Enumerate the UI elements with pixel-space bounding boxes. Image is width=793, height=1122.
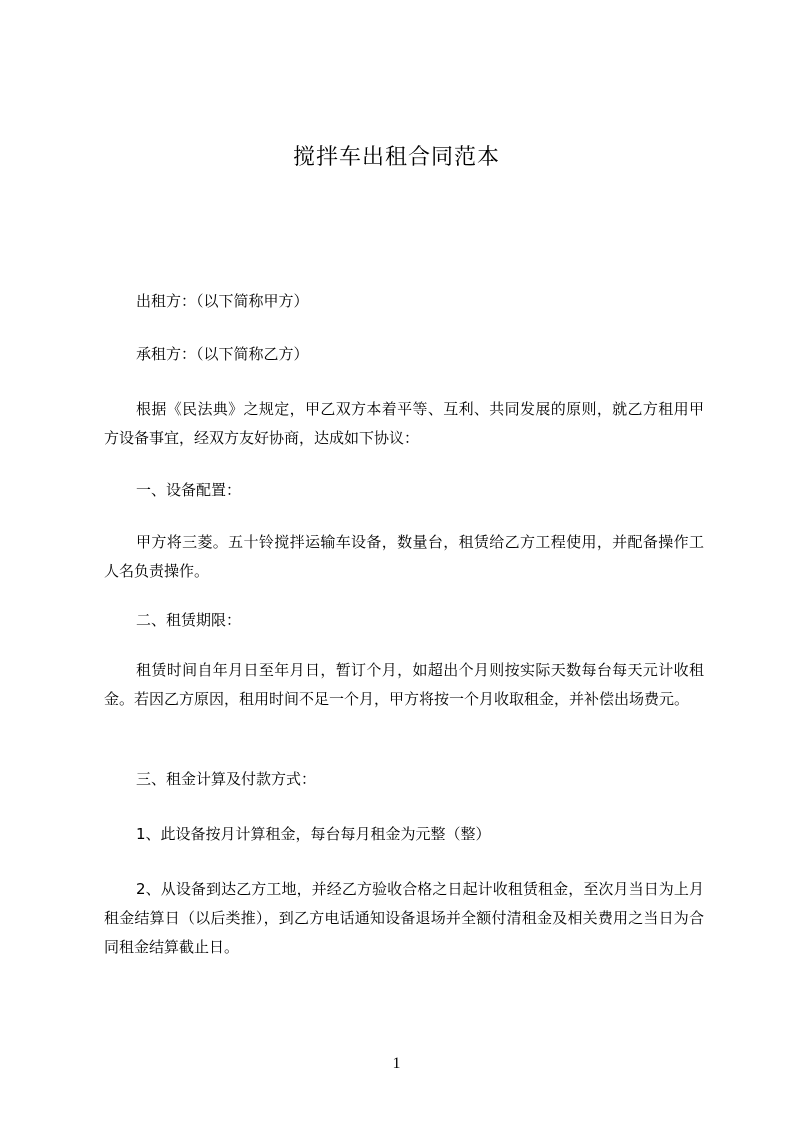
section2-heading: 二、租赁期限： — [136, 611, 242, 629]
page-number: 1 — [392, 1055, 401, 1072]
section1-heading: 一、设备配置： — [136, 481, 242, 499]
section2-body: 租赁时间自年月日至年月日，暂订个月，如超出个月则按实际天数每台每天元计收租金。若因乙方原因，租用时间不足一个月，甲方将按一个月收取租金，并补偿出场费元。 — [104, 661, 704, 708]
section3-heading: 三、租金计算及付款方式： — [136, 770, 317, 788]
lessee-line: 承租方：（以下简称乙方） — [136, 345, 309, 363]
lessor-line: 出租方：（以下简称甲方） — [136, 292, 309, 310]
section1-body: 甲方将三菱。五十铃搅拌运输车设备，数量台，租赁给乙方工程使用，并配备操作工人名负责操作。 — [104, 533, 704, 580]
section3-item1: 1、此设备按月计算租金，每台每月租金为元整（整） — [136, 825, 491, 843]
section3-item2: 2、从设备到达乙方工地，并经乙方验收合格之日起计收租赁租金，至次月当日为上月租金结算日（以后类推），到乙方电话通知设备退场并全额付清租金及相关费用之当日为合同租金结算截止日。 — [104, 880, 704, 956]
document-title: 搅拌车出租合同范本 — [292, 145, 500, 170]
preamble-paragraph: 根据《民法典》之规定，甲乙双方本着平等、互利、共同发展的原则，就乙方租用甲方设备事宜，经双方友好协商，达成如下协议： — [104, 400, 704, 447]
